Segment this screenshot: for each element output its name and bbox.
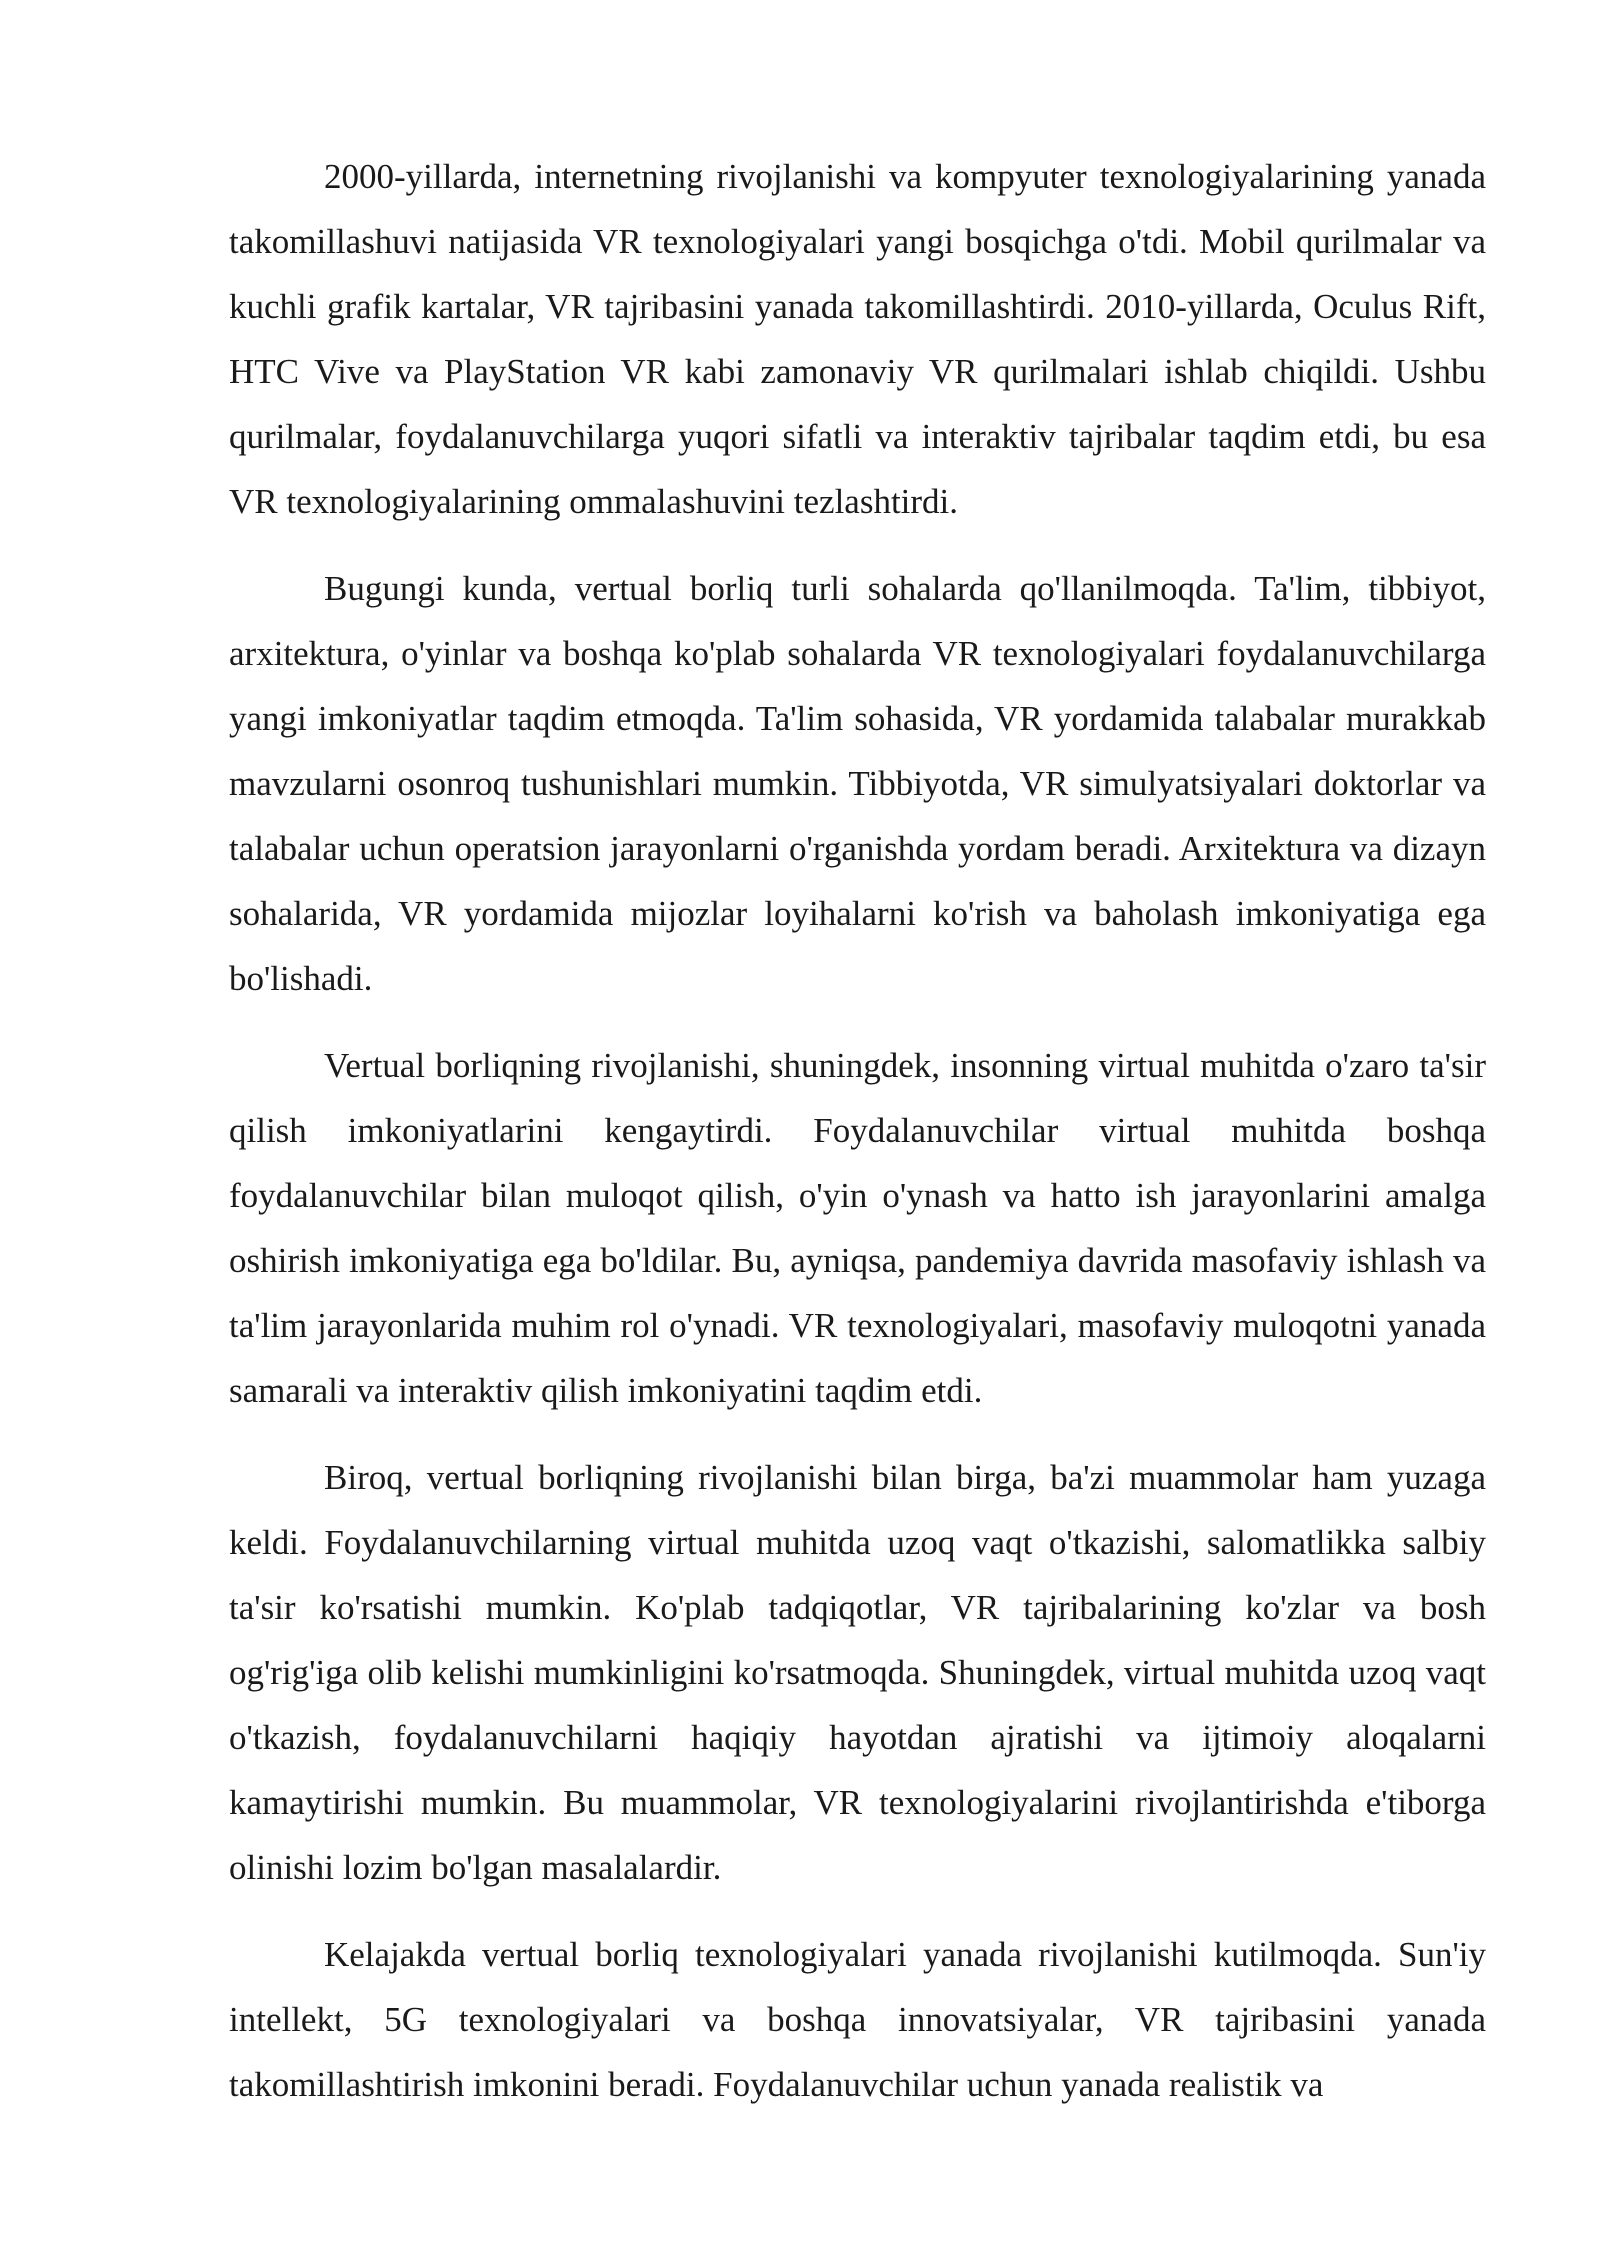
paragraph-vr-applications: Bugungi kunda, vertual borliq turli sohalarda qo'llanilmoqda. Ta'lim, tibbiyot, arxitektura, o'yinlar va boshqa ko'plab sohalarda VR texnologiyalari foydalanuvchilarga yangi imkoniyatlar taqdim etmoqda. Ta'lim sohasida, VR yordamida talabalar murakkab mavzularni osonroq tushunishlari mumkin. Tibbiyotda, VR simulyatsiyalari doktorlar va talabalar uchun operatsion jarayonlarni o'rganishda yordam beradi. Arxitektura va dizayn sohalarida, VR yordamida mijozlar loyihalarni ko'rish va baholash imkoniyatiga ega bo'lishadi. (229, 569, 1486, 998)
paragraph-vr-2000s: 2000-yillarda, internetning rivojlanishi va kompyuter texnologiyalarining yanada takomillashuvi natijasida VR texnologiyalari yangi bosqichga o'tdi. Mobil qurilmalar va kuchli grafik kartalar, VR tajribasini yanada takomillashtirdi. 2010-yillarda, Oculus Rift, HTC Vive va PlayStation VR kabi zamonaviy VR qurilmalari ishlab chiqildi. Ushbu qurilmalar, foydalanuvchilarga yuqori sifatli va interaktiv tajribalar taqdim etdi, bu esa VR texnologiyalarining ommalashuvini tezlashtirdi. (229, 157, 1486, 521)
paragraph-vr-problems: Biroq, vertual borliqning rivojlanishi bilan birga, ba'zi muammolar ham yuzaga keldi. Foydalanuvchilarning virtual muhitda uzoq vaqt o'tkazishi, salomatlikka salbiy ta'sir ko'rsatishi mumkin. Ko'plab tadqiqotlar, VR tajribalarining ko'zlar va bosh og'rig'iga olib kelishi mumkinligini ko'rsatmoqda. Shuningdek, virtual muhitda uzoq vaqt o'tkazish, foydalanuvchilarni haqiqiy hayotdan ajratishi va ijtimoiy aloqalarni kamaytirishi mumkin. Bu muammolar, VR texnologiyalarini rivojlantirishda e'tiborga olinishi lozim bo'lgan masalalardir. (229, 1458, 1486, 1887)
document-body (229, 144, 1486, 2117)
paragraph-vr-interaction: Vertual borliqning rivojlanishi, shuningdek, insonning virtual muhitda o'zaro ta'sir qilish imkoniyatlarini kengaytirdi. Foydalanuvchilar virtual muhitda boshqa foydalanuvchilar bilan muloqot qilish, o'yin o'ynash va hatto ish jarayonlarini amalga oshirish imkoniyatiga ega bo'ldilar. Bu, ayniqsa, pandemiya davrida masofaviy ishlash va ta'lim jarayonlarida muhim rol o'ynadi. VR texnologiyalari, masofaviy muloqotni yanada samarali va interaktiv qilish imkoniyatini taqdim etdi. (229, 1046, 1486, 1410)
paragraph-vr-future: Kelajakda vertual borliq texnologiyalari yanada rivojlanishi kutilmoqda. Sun'iy intellekt, 5G texnologiyalari va boshqa innovatsiyalar, VR tajribasini yanada takomillashtirish imkonini beradi. Foydalanuvchilar uchun yanada realistik va (229, 1935, 1486, 2104)
